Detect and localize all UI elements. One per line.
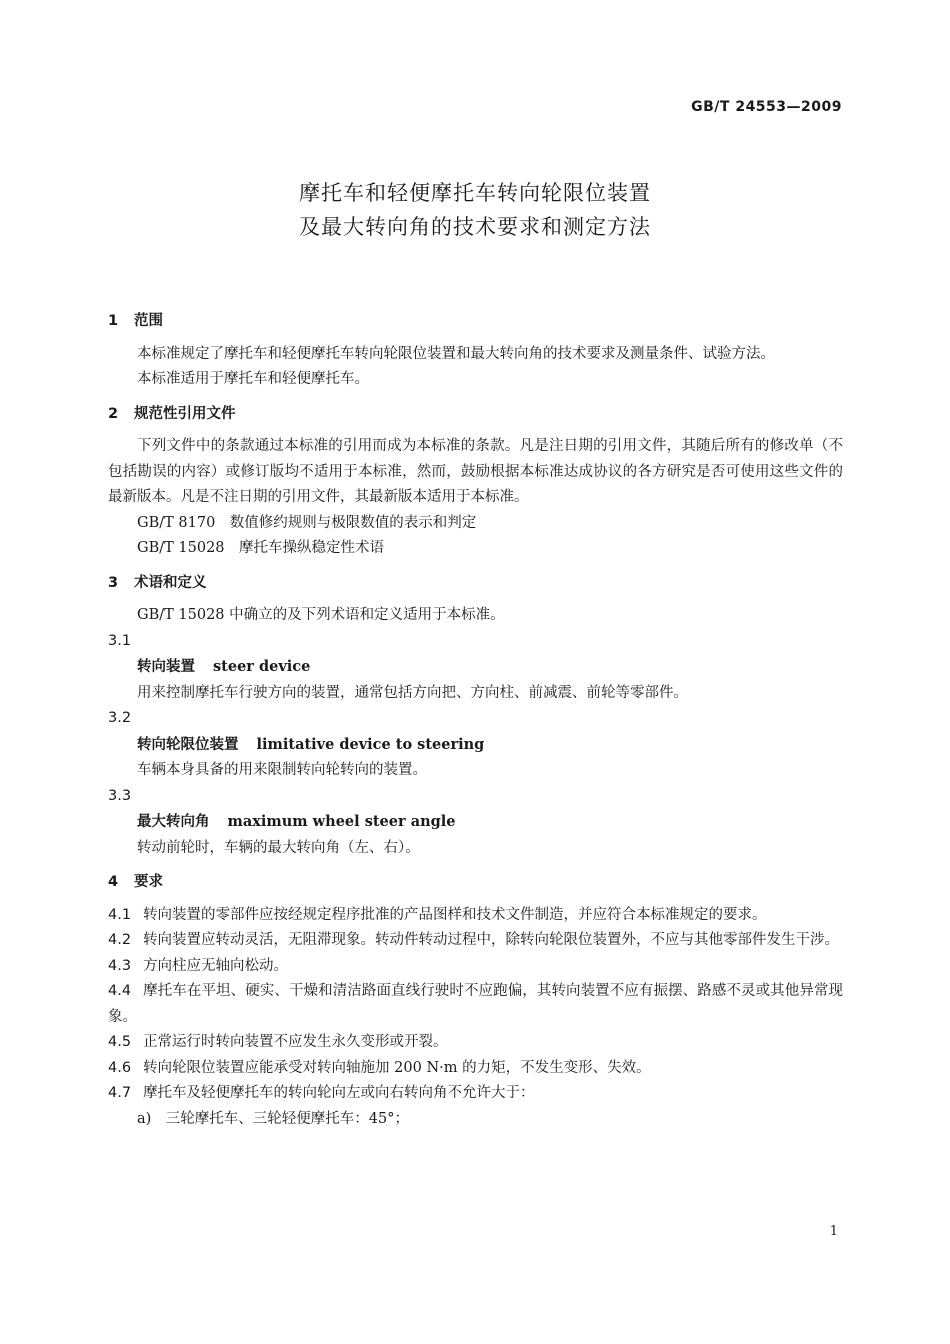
requirement-number: 4.3 xyxy=(108,957,132,974)
requirement-item xyxy=(108,928,843,954)
requirement-number: 4.4 xyxy=(108,983,132,999)
section-4-heading xyxy=(108,870,843,896)
requirement-number: 4.1 xyxy=(108,906,132,923)
section-title: 术语和定义 xyxy=(134,574,207,591)
term-entry xyxy=(108,809,843,836)
term-chinese: 转向轮限位装置 xyxy=(137,736,239,753)
list-item: a) 三轮摩托车、三轮轻便摩托车：45°； xyxy=(137,1110,410,1127)
requirement-item xyxy=(108,1056,843,1082)
requirement-text: 转向装置应转动灵活，无阻滞现象。转动件转动过程中，除转向轮限位装置外，不应与其他零部件发生干涉。 xyxy=(143,932,840,948)
term-entry xyxy=(108,654,843,681)
requirement-item xyxy=(108,1030,843,1056)
section-1-heading xyxy=(108,309,843,335)
section-title: 要求 xyxy=(134,874,163,890)
requirement-item xyxy=(108,954,843,980)
reference-item: GB/T 8170 数值修约规则与极限数值的表示和判定 xyxy=(137,514,477,531)
requirement-number: 4.2 xyxy=(108,932,132,948)
standard-code: GB/T 24553—2009 xyxy=(691,99,842,115)
requirement-text: 转向轮限位装置应能承受对转向轴施加 200 N·m 的力矩，不发生变形、失效。 xyxy=(143,1059,651,1076)
section-number: 1 xyxy=(108,313,119,329)
term-english: maximum wheel steer angle xyxy=(227,813,456,830)
term-number: 3.2 xyxy=(108,710,132,726)
document-title xyxy=(0,176,950,244)
requirement-item xyxy=(108,1081,843,1107)
term-chinese: 最大转向角 xyxy=(137,814,210,830)
term-number: 3.1 xyxy=(108,632,132,649)
section-title: 范围 xyxy=(134,313,163,329)
title-line-2: 及最大转向角的技术要求和测定方法 xyxy=(299,215,651,239)
term-definition: 用来控制摩托车行驶方向的装置，通常包括方向把、方向柱、前减震、前轮等零部件。 xyxy=(137,684,688,701)
paragraph: 本标准规定了摩托车和轻便摩托车转向轮限位装置和最大转向角的技术要求及测量条件、试验方法。 xyxy=(137,345,775,362)
term-english: steer device xyxy=(213,658,311,675)
section-number: 3 xyxy=(108,574,119,591)
requirement-text: 摩托车及轻便摩托车的转向轮向左或向右转向角不允许大于： xyxy=(143,1085,535,1101)
requirement-number: 4.7 xyxy=(108,1085,132,1101)
term-entry xyxy=(108,732,843,759)
section-2-heading xyxy=(108,402,843,428)
title-line-1: 摩托车和轻便摩托车转向轮限位装置 xyxy=(299,181,651,205)
reference-item: GB/T 15028 摩托车操纵稳定性术语 xyxy=(137,540,385,556)
section-number: 2 xyxy=(108,405,119,422)
term-number: 3.3 xyxy=(108,787,132,804)
document-body xyxy=(108,300,843,1132)
section-title: 规范性引用文件 xyxy=(134,405,236,422)
requirement-item xyxy=(108,903,843,929)
paragraph: 本标准适用于摩托车和轻便摩托车。 xyxy=(137,371,369,387)
requirement-text: 正常运行时转向装置不应发生永久变形或开裂。 xyxy=(143,1034,448,1050)
term-chinese: 转向装置 xyxy=(137,659,195,675)
section-3-heading xyxy=(108,571,843,597)
section-number: 4 xyxy=(108,874,119,890)
term-definition: 转动前轮时，车辆的最大转向角（左、右）。 xyxy=(137,839,420,856)
requirement-number: 4.6 xyxy=(108,1059,132,1076)
term-english: limitative device to steering xyxy=(256,735,485,753)
paragraph: GB/T 15028 中确立的及下列术语和定义适用于本标准。 xyxy=(137,607,505,623)
term-definition: 车辆本身具备的用来限制转向轮转向的装置。 xyxy=(137,762,427,778)
paragraph: 下列文件中的条款通过本标准的引用而成为本标准的条款。凡是注日期的引用文件，其随后所有的修改单（不包括勘误的内容）或修订版均不适用于本标准，然而，鼓励根据本标准达成协议的各方研究是否可使用这些文件的最新版本。凡是不注日期的引用文件，其最新版本适用于本标准。 xyxy=(108,438,843,505)
requirement-text: 方向柱应无轴向松动。 xyxy=(143,957,289,974)
requirement-number: 4.5 xyxy=(108,1034,132,1050)
requirement-text: 转向装置的零部件应按经规定程序批准的产品图样和技术文件制造，并应符合本标准规定的要求。 xyxy=(143,906,767,923)
requirement-item xyxy=(108,979,843,1030)
page-number: 1 xyxy=(829,1224,838,1239)
requirement-text: 摩托车在平坦、硬实、干燥和清洁路面直线行驶时不应跑偏，其转向装置不应有振摆、路感不灵或其他异常现象。 xyxy=(108,983,843,1025)
